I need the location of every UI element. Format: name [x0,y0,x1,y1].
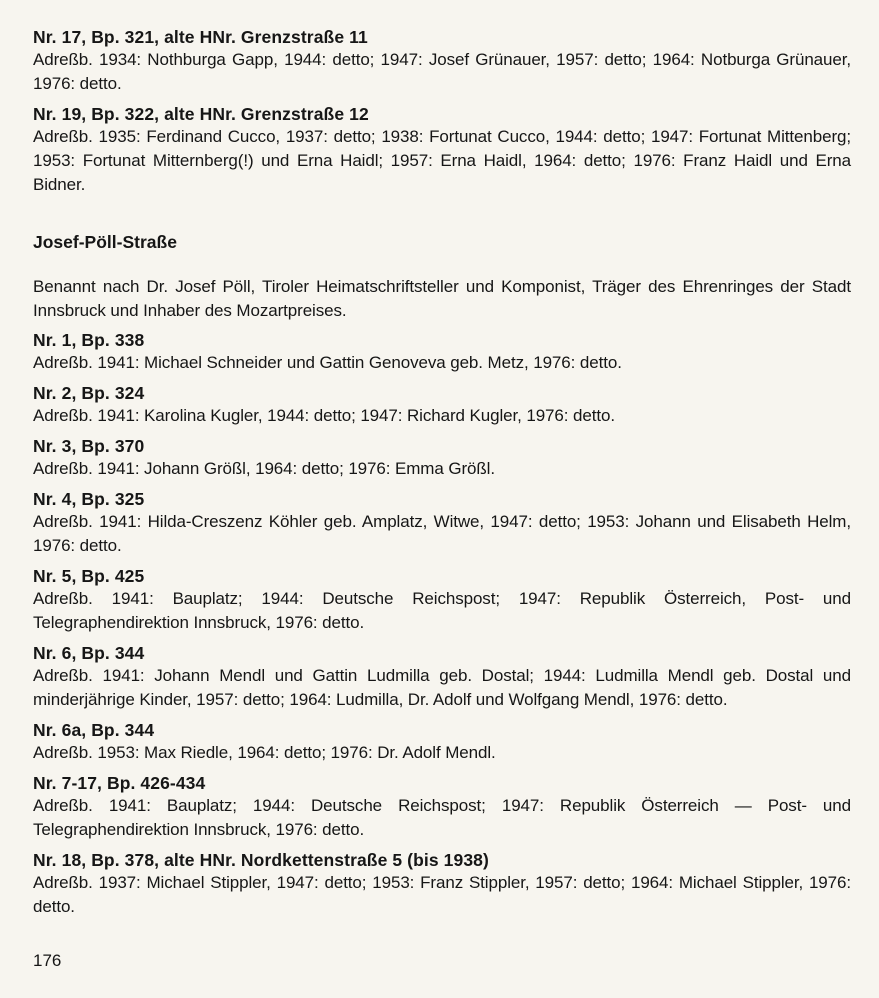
entry-text: Adreßb. 1937: Michael Stippler, 1947: detto; 1953: Franz Stippler, 1957: detto; 1964: Michael Stippler, 1976: detto. [33,873,851,916]
page-number: 176 [33,951,62,970]
document-page [33,26,851,926]
entry-heading: Nr. 4, Bp. 325 [33,489,145,509]
entry-nr-17 [33,26,851,96]
entry-text: Adreßb. 1941: Hilda-Creszenz Köhler geb. Amplatz, Witwe, 1947: detto; 1953: Johann und Elisabeth Helm, 1976: detto. [33,512,851,555]
entry-nr-3 [33,435,851,481]
entry-nr-5 [33,565,851,635]
entry-nr-1 [33,329,851,375]
section-title: Josef-Pöll-Straße [33,232,177,252]
entry-heading: Nr. 6a, Bp. 344 [33,720,155,740]
entry-nr-6 [33,642,851,712]
entry-heading: Nr. 5, Bp. 425 [33,566,145,586]
entry-text: Adreßb. 1941: Bauplatz; 1944: Deutsche Reichspost; 1947: Republik Österreich — Post- und Telegraphendirektion Innsbruck, 1976: detto. [33,796,851,839]
entry-nr-2 [33,382,851,428]
entry-heading: Nr. 6, Bp. 344 [33,643,145,663]
entry-heading: Nr. 18, Bp. 378, alte HNr. Nordkettenstraße 5 (bis 1938) [33,850,489,870]
entry-heading: Nr. 17, Bp. 321, alte HNr. Grenzstraße 11 [33,27,368,47]
entry-nr-19 [33,103,851,197]
entry-nr-18 [33,849,851,919]
entry-text: Adreßb. 1941: Karolina Kugler, 1944: detto; 1947: Richard Kugler, 1976: detto. [33,406,615,425]
entry-heading: Nr. 2, Bp. 324 [33,383,145,403]
entry-text: Adreßb. 1941: Bauplatz; 1944: Deutsche Reichspost; 1947: Republik Österreich, Post- und Telegraphendirektion Innsbruck, 1976: detto. [33,589,851,632]
entry-text: Adreßb. 1953: Max Riedle, 1964: detto; 1976: Dr. Adolf Mendl. [33,743,496,762]
entry-text: Adreßb. 1935: Ferdinand Cucco, 1937: detto; 1938: Fortunat Cucco, 1944: detto; 1947: Fortunat Mittenberg; 1953: Fortunat Mitternberg(!) und Erna Haidl; 1957: Erna Haidl, 1964: detto; 1976: Franz Haidl und Erna Bidner. [33,127,851,194]
entry-heading: Nr. 19, Bp. 322, alte HNr. Grenzstraße 12 [33,104,369,124]
entry-text: Adreßb. 1941: Johann Mendl und Gattin Ludmilla geb. Dostal; 1944: Ludmilla Mendl geb. Dostal und minderjährige Kinder, 1957: detto; 1964: Ludmilla, Dr. Adolf und Wolfgang Mendl, 1976: detto. [33,666,851,709]
entry-heading: Nr. 1, Bp. 338 [33,330,145,350]
entry-nr-6a [33,719,851,765]
entry-nr-4 [33,488,851,558]
section-intro: Benannt nach Dr. Josef Pöll, Tiroler Heimatschriftsteller und Komponist, Träger des Ehrenringes der Stadt Innsbruck und Inhaber des Mozartpreises. [33,277,851,320]
entry-heading: Nr. 7-17, Bp. 426-434 [33,773,206,793]
entry-heading: Nr. 3, Bp. 370 [33,436,145,456]
entry-text: Adreßb. 1941: Johann Größl, 1964: detto; 1976: Emma Größl. [33,459,495,478]
entry-text: Adreßb. 1941: Michael Schneider und Gattin Genoveva geb. Metz, 1976: detto. [33,353,622,372]
entry-nr-7-17 [33,772,851,842]
entry-text: Adreßb. 1934: Nothburga Gapp, 1944: detto; 1947: Josef Grünauer, 1957: detto; 1964: Notburga Grünauer, 1976: detto. [33,50,851,93]
